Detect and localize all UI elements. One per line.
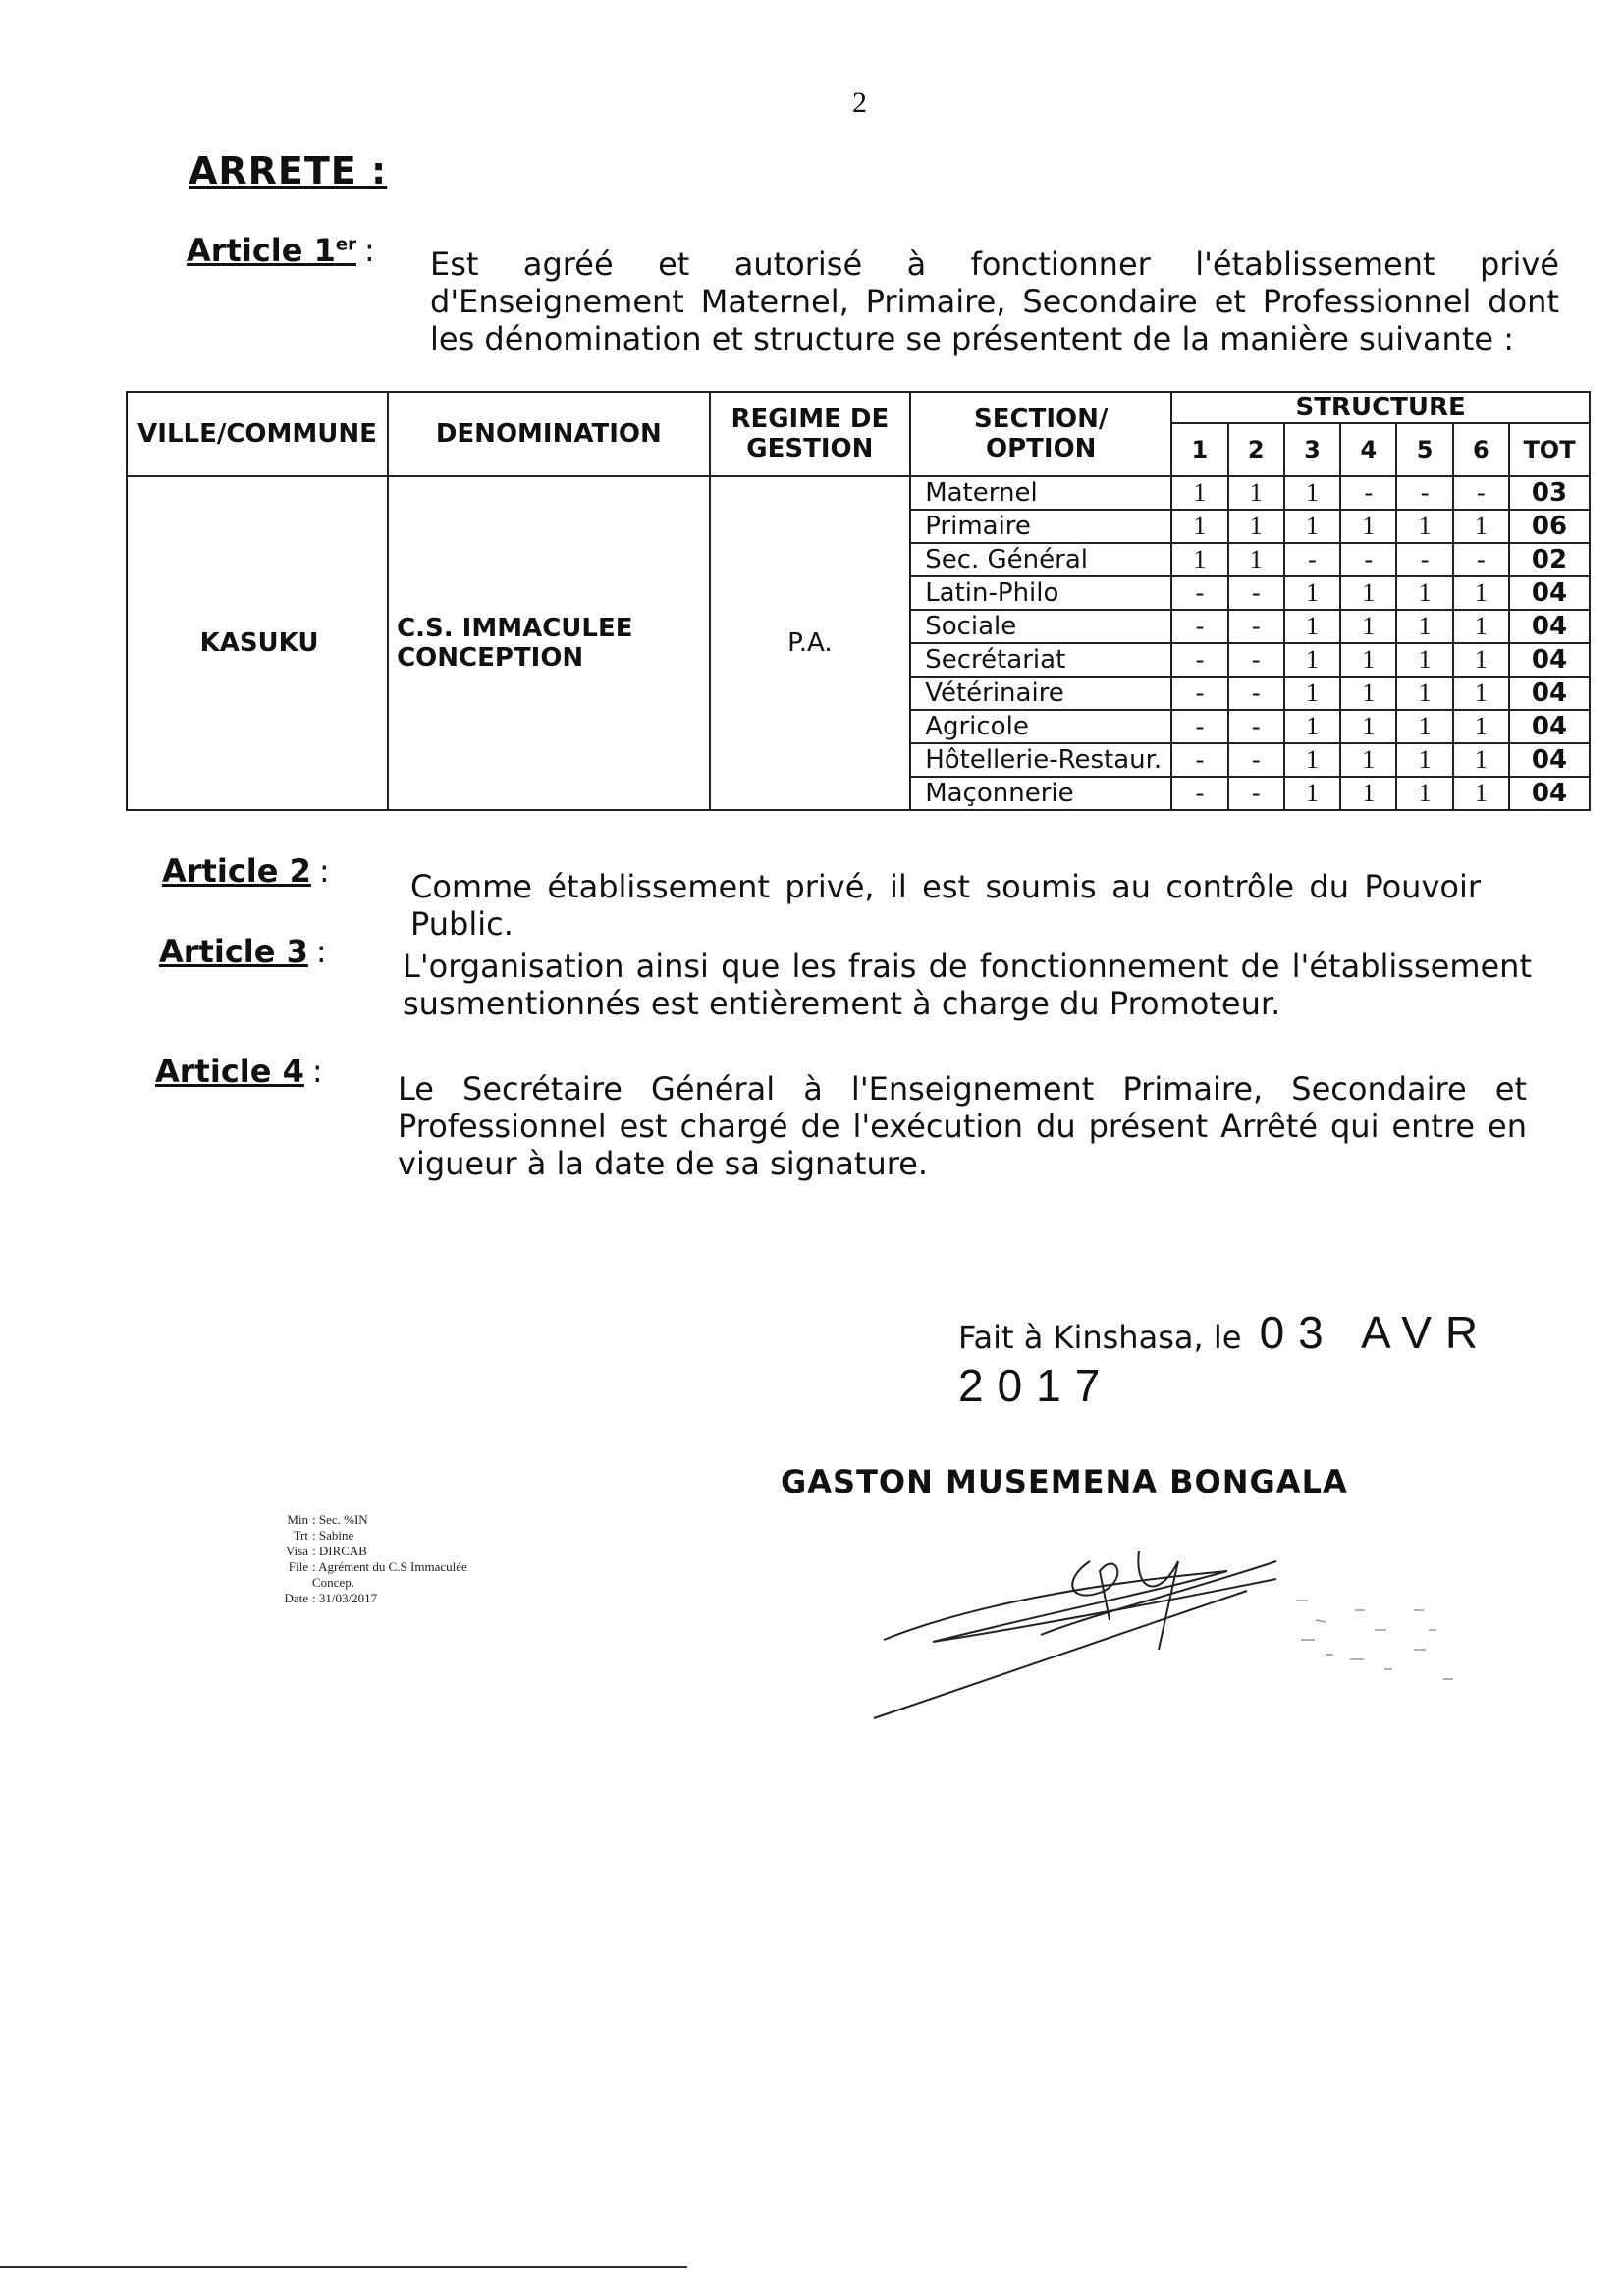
file-reference-key: File (288, 1559, 308, 1574)
total-cell: 04 (1509, 777, 1590, 810)
structure-value-cell: 1 (1396, 743, 1452, 777)
file-reference-key: Visa (285, 1544, 308, 1558)
section-option-cell: Maternel (910, 476, 1171, 510)
structure-value-cell: 1 (1171, 543, 1227, 576)
place-date (958, 1306, 1624, 1412)
section-option-cell: Agricole (910, 710, 1171, 743)
total-cell: 03 (1509, 476, 1590, 510)
structure-value-cell: - (1171, 777, 1227, 810)
file-reference-line (273, 1591, 467, 1606)
header-regime: REGIME DE GESTION (710, 392, 911, 476)
section-option-cell: Primaire (910, 510, 1171, 543)
structure-value-cell: 1 (1340, 510, 1396, 543)
structure-value-cell: 1 (1453, 576, 1509, 610)
structure-value-cell: 1 (1453, 643, 1509, 677)
file-reference-value: : DIRCAB (312, 1544, 367, 1558)
structure-value-cell: 1 (1396, 610, 1452, 643)
structure-value-cell: 1 (1284, 510, 1340, 543)
structure-value-cell: - (1171, 643, 1227, 677)
total-cell: 04 (1509, 743, 1590, 777)
file-reference-value: : Agrément du C.S Immaculée (312, 1559, 467, 1574)
structure-value-cell: - (1396, 543, 1452, 576)
file-reference-value: : Sabine (312, 1528, 354, 1543)
structure-value-cell: 1 (1228, 476, 1284, 510)
structure-value-cell: - (1171, 710, 1227, 743)
section-option-cell: Latin-Philo (910, 576, 1171, 610)
section-option-cell: Vétérinaire (910, 677, 1171, 710)
structure-value-cell: 1 (1228, 543, 1284, 576)
header-structure-col: 6 (1453, 423, 1509, 476)
article-2-text: Comme établissement privé, il est soumis au contrôle du Pouvoir Public. (410, 868, 1481, 943)
place-date-prefix: Fait à Kinshasa, le (958, 1319, 1242, 1356)
header-structure-col: 4 (1340, 423, 1396, 476)
structure-value-cell: 1 (1453, 677, 1509, 710)
structure-value-cell: 1 (1284, 743, 1340, 777)
structure-value-cell: - (1284, 543, 1340, 576)
file-reference-block (273, 1512, 467, 1606)
header-structure-col: 3 (1284, 423, 1340, 476)
article-1-label: Article 1er : (187, 232, 375, 269)
header-structure-col: TOT (1509, 423, 1590, 476)
structure-value-cell: - (1453, 543, 1509, 576)
file-reference-line (273, 1528, 467, 1544)
structure-value-cell: 1 (1171, 510, 1227, 543)
file-reference-key: Date (284, 1591, 308, 1605)
section-option-cell: Sociale (910, 610, 1171, 643)
table-row (127, 476, 1590, 510)
total-cell: 04 (1509, 610, 1590, 643)
total-cell: 04 (1509, 576, 1590, 610)
section-option-cell: Maçonnerie (910, 777, 1171, 810)
structure-value-cell: 1 (1396, 710, 1452, 743)
file-reference-key: Trt (293, 1528, 308, 1543)
structure-value-cell: - (1228, 643, 1284, 677)
file-reference-line (273, 1544, 467, 1559)
regime-cell: P.A. (710, 476, 911, 810)
structure-value-cell: 1 (1453, 510, 1509, 543)
structure-value-cell: - (1171, 576, 1227, 610)
header-structure-col: 2 (1228, 423, 1284, 476)
structure-value-cell: 1 (1284, 710, 1340, 743)
structure-value-cell: 1 (1340, 743, 1396, 777)
structure-value-cell: 1 (1453, 710, 1509, 743)
header-ville: VILLE/COMMUNE (127, 392, 388, 476)
total-cell: 04 (1509, 677, 1590, 710)
total-cell: 04 (1509, 710, 1590, 743)
structure-value-cell: - (1396, 476, 1452, 510)
header-denomination: DENOMINATION (388, 392, 709, 476)
structure-value-cell: 1 (1453, 743, 1509, 777)
structure-value-cell: 1 (1284, 677, 1340, 710)
structure-value-cell: 1 (1340, 610, 1396, 643)
structure-value-cell: 1 (1340, 643, 1396, 677)
structure-value-cell: - (1228, 743, 1284, 777)
structure-value-cell: 1 (1284, 610, 1340, 643)
file-reference-value: : Sec. %IN (312, 1512, 368, 1527)
structure-value-cell: - (1340, 543, 1396, 576)
article-3-text: L'organisation ainsi que les frais de fonctionnement de l'établissement susmentionnés est entièrement à charge du Promoteur. (403, 948, 1532, 1022)
structure-value-cell: 1 (1340, 777, 1396, 810)
header-structure: STRUCTURE (1171, 392, 1590, 423)
structure-value-cell: - (1171, 610, 1227, 643)
total-cell: 06 (1509, 510, 1590, 543)
structure-value-cell: - (1171, 677, 1227, 710)
file-reference-line (273, 1512, 467, 1528)
header-section: SECTION/ OPTION (910, 392, 1171, 476)
structure-value-cell: 1 (1284, 777, 1340, 810)
structure-value-cell: 1 (1284, 576, 1340, 610)
structure-value-cell: 1 (1284, 476, 1340, 510)
structure-value-cell: 1 (1284, 643, 1340, 677)
structure-value-cell: - (1340, 476, 1396, 510)
article-3-label: Article 3 : (159, 933, 327, 970)
article-2-label: Article 2 : (162, 852, 330, 890)
structure-value-cell: - (1453, 476, 1509, 510)
file-reference-value: : 31/03/2017 (312, 1591, 378, 1605)
total-cell: 02 (1509, 543, 1590, 576)
denomination-cell: C.S. IMMACULEE CONCEPTION (388, 476, 709, 810)
structure-value-cell: 1 (1453, 777, 1509, 810)
section-option-cell: Hôtellerie-Restaur. (910, 743, 1171, 777)
structure-value-cell: - (1228, 677, 1284, 710)
total-cell: 04 (1509, 643, 1590, 677)
structure-value-cell: 1 (1396, 643, 1452, 677)
article-4-text: Le Secrétaire Général à l'Enseignement Primaire, Secondaire et Professionnel est chargé de l'exécution du présent Arrêté qui entre en vigueur à la date de sa signature. (398, 1070, 1527, 1182)
article-4-label: Article 4 : (155, 1053, 323, 1090)
structure-value-cell: 1 (1396, 777, 1452, 810)
structure-value-cell: 1 (1396, 677, 1452, 710)
article-1-text: Est agréé et autorisé à fonctionner l'établissement privé d'Enseignement Maternel, Primaire, Secondaire et Professionnel dont les dénomination et structure se présentent de la manière suivante : (430, 245, 1559, 357)
page-bottom-rule (0, 2266, 687, 2268)
section-option-cell: Sec. Général (910, 543, 1171, 576)
structure-value-cell: 1 (1228, 510, 1284, 543)
file-reference-line (273, 1575, 467, 1591)
structure-value-cell: 1 (1396, 576, 1452, 610)
structure-value-cell: 1 (1453, 610, 1509, 643)
decree-heading: ARRETE : (189, 149, 388, 192)
handwritten-signature (864, 1532, 1473, 1728)
structure-value-cell: 1 (1340, 710, 1396, 743)
structure-value-cell: - (1228, 610, 1284, 643)
date-stamp: 03 AVR 2017 (958, 1307, 1492, 1411)
structure-value-cell: - (1228, 576, 1284, 610)
structure-table (126, 391, 1591, 811)
structure-value-cell: - (1171, 743, 1227, 777)
page-number: 2 (852, 86, 867, 119)
file-reference-value: Concep. (312, 1575, 354, 1590)
structure-value-cell: - (1228, 777, 1284, 810)
structure-value-cell: 1 (1340, 576, 1396, 610)
structure-value-cell: - (1228, 710, 1284, 743)
structure-value-cell: 1 (1171, 476, 1227, 510)
structure-value-cell: 1 (1396, 510, 1452, 543)
header-structure-col: 5 (1396, 423, 1452, 476)
ville-commune-cell: KASUKU (127, 476, 388, 810)
section-option-cell: Secrétariat (910, 643, 1171, 677)
signer-name: GASTON MUSEMENA BONGALA (781, 1463, 1348, 1500)
header-structure-col: 1 (1171, 423, 1227, 476)
file-reference-line (273, 1559, 467, 1575)
file-reference-key: Min (287, 1512, 308, 1527)
structure-value-cell: 1 (1340, 677, 1396, 710)
